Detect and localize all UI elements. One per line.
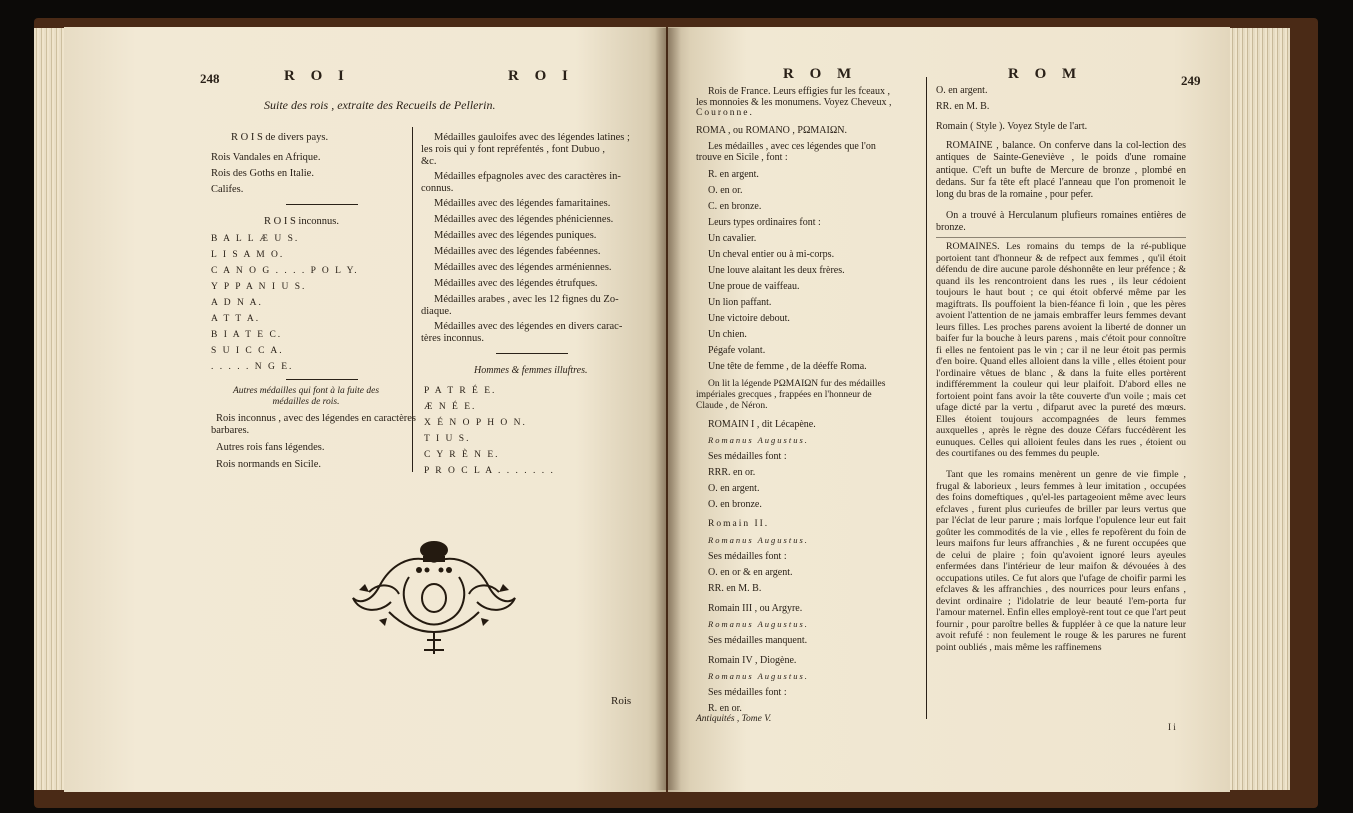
text-line: connus. bbox=[421, 183, 454, 194]
list-item: Ses médailles font : bbox=[708, 451, 787, 462]
entry-head: ROMA , ou ROMANO , ΡΩΜΑΙΩΝ. bbox=[696, 125, 847, 136]
column-rule bbox=[412, 127, 413, 472]
list-item: Pégafe volant. bbox=[708, 345, 766, 356]
text-line: Les médailles , avec ces légendes que l'on bbox=[708, 141, 876, 152]
text-line: Médailles avec des légendes fabéennes. bbox=[434, 246, 601, 257]
text-line: Rois de France. Leurs effigies fur les fceaux , bbox=[708, 86, 890, 97]
paragraph-romaines: ROMAINES. Les romains du temps de la ré-publique portoient tant d'honneur & de refpect aux femmes , qu'il étoit défendu de dire aucune parole déshonnête en leur préfence ; & quand ils les rencontroient dans les rues , ils leur cédoient toujours le haut bout ; ce qui étoit obfervé même par les magiftrats. Ils pouffoient la bien-féance fi loin , que les pères avoient l'attention de ne jamais embraffer leurs femmes devant leurs filles. Les proches parens avoient la liberté de donner un baifer fur la bouche à leurs parens , mais c'étoit pour connoître fi elles ne fentoient pas le vin ; car il ne leur étoit pas permis d'en boire. Quand elles alloient dans la ville , elles étoient pour l'ordinaire vêtues de blanc , & dans la fuite elles portèrent indifféremment la couleur qui leur plaifoit. D'abord elles ne fortoient point fans avoir la tête couverte d'un voile ; mais cet ufage dicté par la vertu , difparut avec la pureté des mœurs. Elles étoient toujours accompagnées de leurs femmes auxquelles , après le règne des douze Céfars fuccédèrent les eunuques. Celles qui alloient feules dans les rues , étoient ou des courtifanes ou des femmes du peuple. bbox=[936, 241, 1186, 459]
list-item: Une proue de vaiffeau. bbox=[708, 281, 800, 292]
list-item: X É N O P H O N. bbox=[424, 418, 527, 428]
list-item: P R O C L A . . . . . . . bbox=[424, 466, 555, 476]
list-item: O. en argent. bbox=[936, 85, 988, 96]
list-item: O. en bronze. bbox=[708, 499, 762, 510]
list-item: Ses médailles font : bbox=[708, 551, 787, 562]
ornament-vignette bbox=[349, 532, 519, 657]
list-item: Une tête de femme , de la déeffe Roma. bbox=[708, 361, 867, 372]
list-item: T I U S. bbox=[424, 434, 471, 444]
paragraph-romaines-2: Tant que les romains menèrent un genre de vie fimple , frugal & laborieux , leurs femmes à leur imitation , occupées des foins domeftiques , qu'el-les partageoient même avec leurs efclaves , furent plus curieufes de briller par leurs vertus que par l'éclat de leur parure ; mais lorfque l'opulence leur eut fait goûter les commodités de la vie , elles fe repofèrent du foin de leurs maifons fur leurs affranchies , & ne furent occupées que de celui de plaire ; foin qu'avoient ignoré leurs ayeules enfermées dans l'intérieur de leur maifon & dévouées à des occupations utiles. Ce fut alors que l'ufage de choifir parmi les efclaves & les affranchies , des nourrices pour leurs enfans , devint ordinaire ; l'idolatrie de leur beauté l'em-porta fur l'amour maternel. Enfin elles employè-rent tout ce que l'art peut fournir , pour paroître belles & fuppléer à ce que la nature leur avoit refufé : non feulement le rouge & les parures ne furent point oubliés , mais même les raffinemens bbox=[936, 469, 1186, 653]
entry-head: Romain IV , Diogène. bbox=[708, 655, 797, 666]
text-line: Médailles avec des légendes phéniciennes. bbox=[434, 214, 614, 225]
page-number: 249 bbox=[1181, 73, 1201, 88]
heading: R O I S de divers pays. bbox=[231, 132, 329, 143]
list-item: RR. en M. B. bbox=[708, 583, 762, 594]
text-line: diaque. bbox=[421, 306, 452, 317]
page-number: 248 bbox=[200, 71, 220, 86]
legend-text: Romanus Augustus. bbox=[708, 435, 809, 445]
section-title: Suite des rois , extraite des Recueils de Pellerin. bbox=[264, 98, 496, 112]
text-line: Médailles gauloifes avec des légendes latines ; bbox=[434, 132, 630, 143]
paragraph-romaine: ROMAINE , balance. On conferve dans la col-lection des antiques de Sainte-Geneviève , le poids d'une romaine antique. C'eft un bufte de Mercure de bronze , plombé en dedans. Sur fa tête eft placé l'anneau que l'on promenoit le long du bras de la romaine , pour pefer. bbox=[936, 140, 1186, 201]
list-item: O. en argent. bbox=[708, 483, 760, 494]
list-item: Rois inconnus , avec des légendes en caractères bbox=[216, 413, 417, 424]
list-item: . . . . . N G E. bbox=[211, 362, 294, 372]
text-line: Médailles arabes , avec les 12 fignes du Zo- bbox=[434, 294, 619, 305]
catchword: Rois bbox=[611, 695, 632, 707]
text-line: les monnoies & les monumens. Voyez Cheveux , bbox=[696, 97, 892, 108]
list-item: L I S A M O. bbox=[211, 250, 285, 260]
list-item: Une louve alaitant les deux frères. bbox=[708, 265, 845, 276]
entry-head: Romain III , ou Argyre. bbox=[708, 603, 803, 614]
list-item: B I A T E C. bbox=[211, 330, 283, 340]
entry-head: Romain II. bbox=[708, 519, 770, 529]
list-item: Un lion paffant. bbox=[708, 297, 772, 308]
text-line: les rois qui y font repréfentés , font Dubuo , bbox=[421, 144, 606, 155]
text-line: trouve en Sicile , font : bbox=[696, 152, 788, 163]
book-gutter bbox=[655, 28, 681, 790]
heading: R O I S inconnus. bbox=[264, 216, 339, 227]
list-item: O. en or. bbox=[708, 185, 743, 196]
list-item: R. en or. bbox=[708, 703, 742, 714]
legend-text: Romanus Augustus. bbox=[708, 535, 809, 545]
list-item: A T T A. bbox=[211, 314, 261, 324]
subheading: Hommes & femmes illuftres. bbox=[474, 365, 588, 376]
list-item: Un chien. bbox=[708, 329, 747, 340]
text-line: &c. bbox=[421, 156, 437, 167]
subheading: Autres médailles qui font à la fuite des médailles de rois. bbox=[232, 386, 380, 407]
entry-head: ROMAIN I , dit Lécapène. bbox=[708, 419, 816, 430]
list-item: Un cheval entier ou à mi-corps. bbox=[708, 249, 835, 260]
running-head: R O I bbox=[508, 68, 574, 84]
list-item: O. en or & en argent. bbox=[708, 567, 793, 578]
text-line: Médailles avec des légendes en divers carac- bbox=[434, 321, 623, 332]
list-item: Rois normands en Sicile. bbox=[216, 459, 321, 470]
list-item: Ses médailles manquent. bbox=[708, 635, 808, 646]
list-item: C. en bronze. bbox=[708, 201, 762, 212]
list-item: Un cavalier. bbox=[708, 233, 757, 244]
text-line: Médailles avec des légendes arméniennes. bbox=[434, 262, 612, 273]
column-rule bbox=[926, 77, 927, 719]
text-line: Médailles avec des légendes puniques. bbox=[434, 230, 597, 241]
legend-text: Romanus Augustus. bbox=[708, 671, 809, 681]
text-line: On lit la légende ΡΩΜΑΙΩΝ fur des médailles bbox=[708, 379, 886, 389]
list-item: Rois Vandales en Afrique. bbox=[211, 152, 321, 163]
list-item: Æ N É E. bbox=[424, 402, 477, 412]
divider bbox=[286, 379, 358, 380]
list-item: Une victoire debout. bbox=[708, 313, 790, 324]
text-line: Médailles avec des légendes étrufques. bbox=[434, 278, 598, 289]
list-item: R. en argent. bbox=[708, 169, 759, 180]
list-item: Leurs types ordinaires font : bbox=[708, 217, 821, 228]
text-line: impériales grecques , frappées en l'honneur de bbox=[696, 390, 872, 400]
list-item: C Y R È N E. bbox=[424, 450, 500, 460]
divider bbox=[286, 204, 358, 205]
list-item: RRR. en or. bbox=[708, 467, 756, 478]
entry-head: Romain ( Style ). Voyez Style de l'art. bbox=[936, 121, 1088, 132]
list-item: Autres rois fans légendes. bbox=[216, 442, 325, 453]
list-item: Ses médailles font : bbox=[708, 687, 787, 698]
text-line: Médailles avec des légendes famaritaines. bbox=[434, 198, 611, 209]
divider bbox=[936, 237, 1186, 238]
list-item: A D N A. bbox=[211, 298, 263, 308]
list-item: Califes. bbox=[211, 184, 244, 195]
paragraph-herculanum: On a trouvé à Herculanum plufieurs romaines entières de bronze. bbox=[936, 210, 1186, 234]
list-item: Rois des Goths en Italie. bbox=[211, 168, 314, 179]
list-item: C A N O G . . . . P O L Y. bbox=[211, 266, 359, 276]
signature-mark: I i bbox=[1168, 722, 1176, 732]
text-line: tères inconnus. bbox=[421, 333, 484, 344]
running-head: R O M bbox=[783, 66, 858, 82]
text-line: Médailles efpagnoles avec des caractères in- bbox=[434, 171, 621, 182]
footer-signature: Antiquités , Tome V. bbox=[696, 714, 772, 724]
running-head: R O I bbox=[284, 68, 350, 84]
list-item: barbares. bbox=[211, 425, 250, 436]
right-page-edges bbox=[1230, 28, 1290, 790]
list-item: RR. en M. B. bbox=[936, 101, 990, 112]
right-page bbox=[668, 27, 1230, 792]
list-item: S U I C C A. bbox=[211, 346, 284, 356]
text-line: Couronne. bbox=[696, 108, 754, 118]
left-page bbox=[64, 27, 666, 792]
legend-text: Romanus Augustus. bbox=[708, 619, 809, 629]
list-item: P A T R É E. bbox=[424, 386, 497, 396]
running-head: R O M bbox=[1008, 66, 1083, 82]
text-line: Claude , de Néron. bbox=[696, 401, 768, 411]
divider bbox=[496, 353, 568, 354]
list-item: Y P P A N I U S. bbox=[211, 282, 307, 292]
list-item: B A L L Æ U S. bbox=[211, 234, 300, 244]
